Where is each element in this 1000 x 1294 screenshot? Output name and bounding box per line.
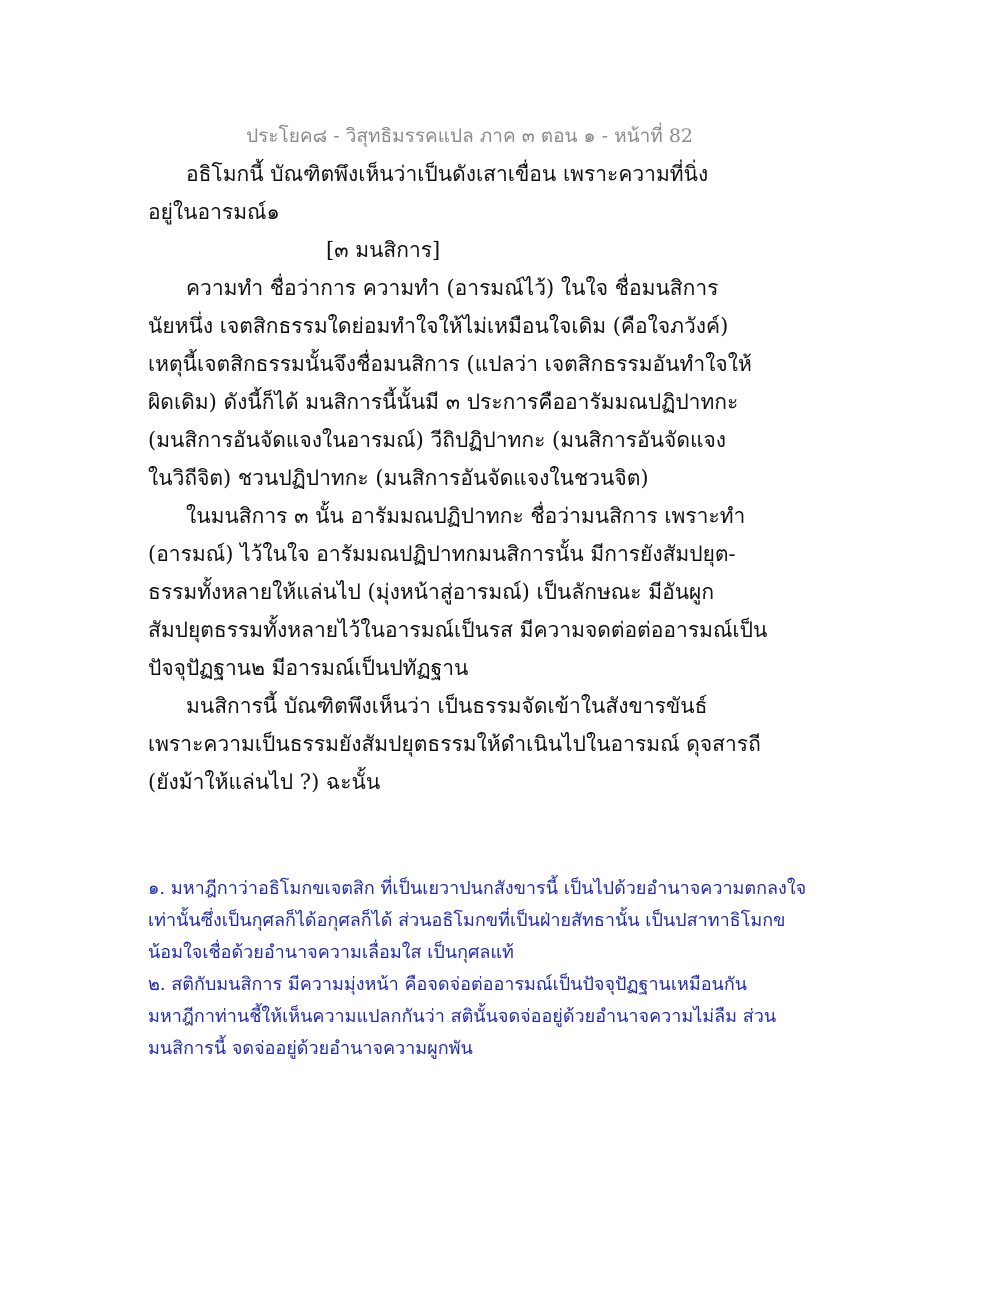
section-heading: [๓ มนสิการ] (326, 238, 441, 262)
body-line: ธรรมทั้งหลายให้แล่นไป (มุ่งหน้าสู่อารมณ์) เป็นลักษณะ มีอันผูก (148, 580, 715, 604)
body-line: เพราะความเป็นธรรมยังสัมปยุตธรรมให้ดำเนินไปในอารมณ์ ดุจสารถี (148, 732, 761, 756)
footnote-line: มนสิการนี้ จดจ่ออยู่ด้วยอำนาจความผูกพัน (148, 1038, 473, 1059)
body-line: ในมนสิการ ๓ นั้น อารัมมณปฏิปาทกะ ชื่อว่ามนสิการ เพราะทำ (186, 504, 746, 528)
body-text (148, 155, 768, 801)
body-line: อธิโมกนี้ บัณฑิตพึงเห็นว่าเป็นดังเสาเขื่อน เพราะความที่นิ่ง (186, 162, 709, 186)
body-line: (อารมณ์) ไว้ในใจ อารัมมณปฏิปาทกมนสิการนั้น มีการยังสัมปยุต- (148, 542, 736, 566)
body-line: มนสิการนี้ บัณฑิตพึงเห็นว่า เป็นธรรมจัดเข้าในสังขารขันธ์ (186, 694, 708, 718)
footnotes (148, 873, 807, 1065)
footnote-line: เท่านั้นซึ่งเป็นกุศลก็ได้อกุศลก็ได้ ส่วนอธิโมกขที่เป็นฝ่ายสัทธานั้น เป็นปสาทาธิโมกข (148, 910, 786, 931)
footnote-line: ๑. มหาฎีกาว่าอธิโมกขเจตสิก ที่เป็นเยวาปนกสังขารนี้ เป็นไปด้วยอำนาจความตกลงใจ (148, 878, 807, 899)
footnote-line: มหาฎีกาท่านชี้ให้เห็นความแปลกกันว่า สตินั้นจดจ่ออยู่ด้วยอำนาจความไม่ลืม ส่วน (148, 1006, 777, 1027)
body-line: นัยหนึ่ง เจตสิกธรรมใดย่อมทำใจให้ไม่เหมือนใจเดิม (คือใจภวังค์) (148, 314, 729, 338)
body-line: (มนสิการอันจัดแจงในอารมณ์) วีถิปฏิปาทกะ (มนสิการอันจัดแจง (148, 428, 727, 452)
body-line: เหตุนี้เจตสิกธรรมนั้นจึงชื่อมนสิการ (แปลว่า เจตสิกธรรมอันทำใจให้ (148, 352, 752, 376)
body-line: ผิดเดิม) ดังนี้ก็ได้ มนสิการนี้นั้นมี ๓ ประการคืออารัมมณปฏิปาทกะ (148, 390, 739, 414)
body-line: ความทำ ชื่อว่าการ ความทำ (อารมณ์ไว้) ในใจ ชื่อมนสิการ (186, 276, 719, 300)
body-line: ในวิถีจิต) ชวนปฏิปาทกะ (มนสิการอันจัดแจงในชวนจิต) (148, 466, 649, 490)
footnote-line: น้อมใจเชื่อด้วยอำนาจความเลื่อมใส เป็นกุศลแท้ (148, 942, 514, 963)
body-line: สัมปยุตธรรมทั้งหลายไว้ในอารมณ์เป็นรส มีความจดต่อต่ออารมณ์เป็น (148, 618, 768, 642)
footnote-line: ๒. สติกับมนสิการ มีความมุ่งหน้า คือจดจ่อต่ออารมณ์เป็นปัจจุปัฏฐานเหมือนกัน (148, 974, 748, 995)
body-line: ปัจจุปัฏฐาน๒ มีอารมณ์เป็นปทัฏฐาน (148, 656, 469, 680)
body-line: (ยังม้าให้แล่นไป ?) ฉะนั้น (148, 770, 381, 794)
body-line: อยู่ในอารมณ์๑ (148, 200, 280, 224)
running-header: ประโยค๘ - วิสุทธิมรรคแปล ภาค ๓ ตอน ๑ - หน้าที่ 82 (246, 125, 693, 147)
